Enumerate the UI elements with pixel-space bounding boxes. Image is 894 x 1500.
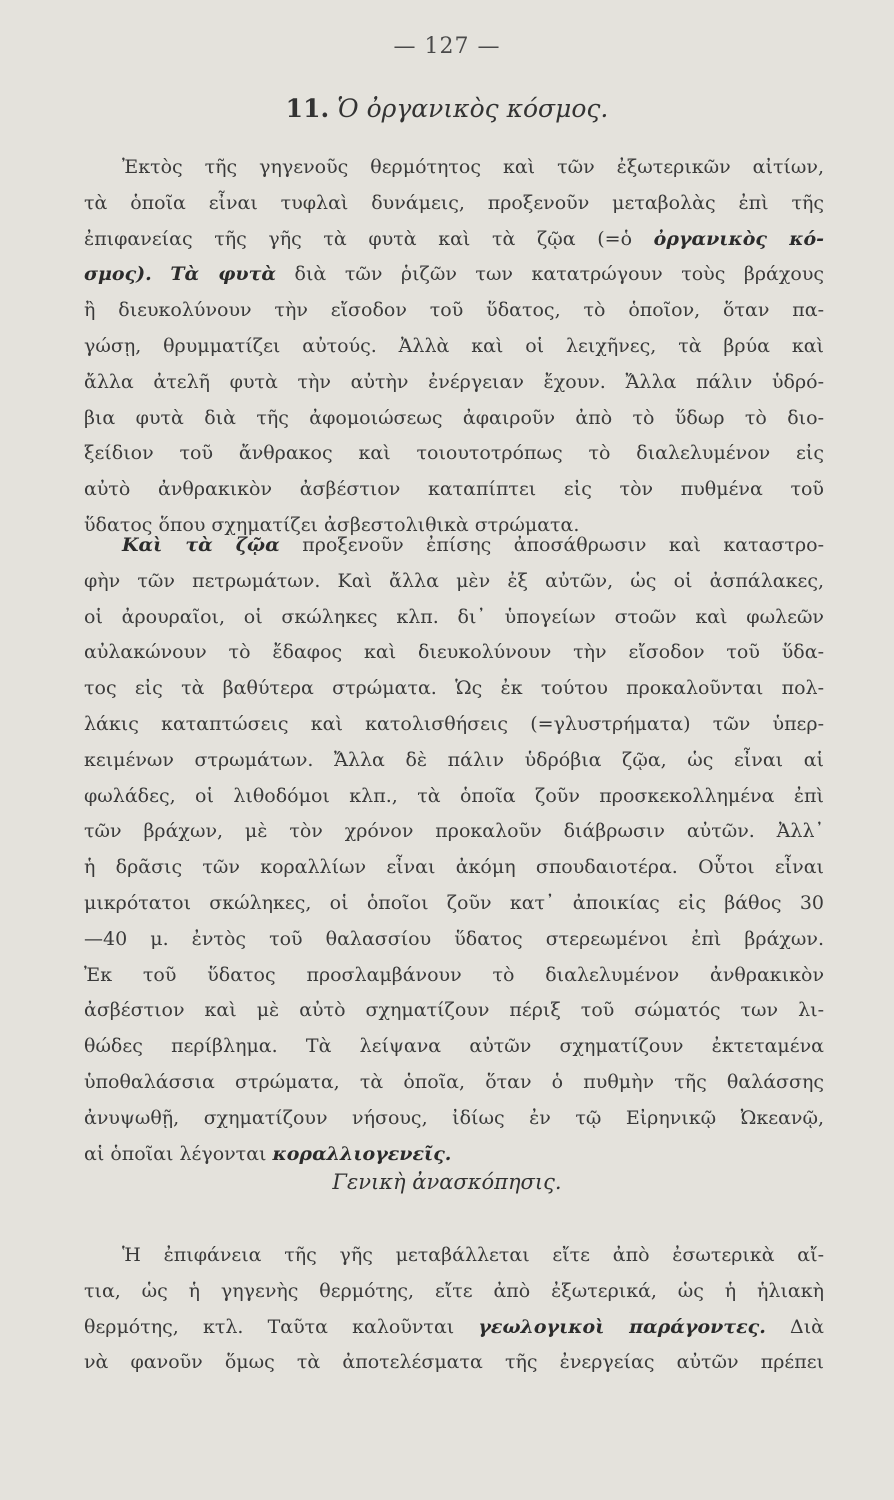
text-line: φωλάδες, οἱ λιθοδόμοι κλπ., τὰ ὁποῖα ζοῦν προσκεκολλημένα ἐπὶ [84,784,824,807]
emphasis-term: γεωλογικοὶ παράγοντες. [478,1315,766,1338]
text-line: ἐπιφανείας τῆς γῆς τὰ φυτὰ καὶ τὰ ζῷα (=ὁ ὀργανικὸς κό- [84,227,824,250]
emphasis-term: ὀργανικὸς κό- [653,227,824,250]
emphasis-term: Τὰ φυτὰ [170,263,276,286]
subheading: Γενικὴ ἀνασκόπησις. [332,1170,562,1194]
paragraph-3 [84,1238,824,1381]
text-line: αἱ ὁποῖαι λέγονται κοραλλιογενεῖς. [84,1142,452,1165]
text-line: σμος). Τὰ φυτὰ διὰ τῶν ῥιζῶν των κατατρώγουν τοὺς βράχους [84,263,824,286]
text-line: ὕδατος ὅπου σχηματίζει ἀσβεστολιθικὰ στρώματα. [84,513,580,536]
text-line: φὴν τῶν πετρωμάτων. Καὶ ἄλλα μὲν ἐξ αὐτῶν, ὡς οἱ ἀσπάλακες, [84,569,824,592]
text-line: οἱ ἀρουραῖοι, οἱ σκώληκες κλπ. δι᾽ ὑπογείων στοῶν καὶ φωλεῶν [84,605,824,628]
text-line: ἡ δρᾶσις τῶν κοραλλίων εἶναι ἀκόμη σπουδαιοτέρα. Οὗτοι εἶναι [84,856,824,879]
text-line: Καὶ τὰ ζῷα προξενοῦν ἐπίσης ἀποσάθρωσιν καὶ καταστρο- [122,534,824,556]
emphasis-term: κοραλλιογενεῖς. [272,1142,452,1165]
text-line: νὰ φανοῦν ὅμως τὰ ἀποτελέσματα τῆς ἐνεργείας αὐτῶν πρέπει [84,1351,824,1374]
page-number: — 127 — [393,34,501,59]
section-heading [0,94,894,123]
text-line: λάκις καταπτώσεις καὶ κατολισθήσεις (=γλυστρήματα) τῶν ὑπερ- [84,712,824,735]
text-line: μικρότατοι σκώληκες, οἱ ὁποῖοι ζοῦν κατ᾽ ἀποικίας εἰς βάθος 30 [84,891,824,914]
text-line: ὑποθαλάσσια στρώματα, τὰ ὁποῖα, ὅταν ὁ πυθμὴν τῆς θαλάσσης [84,1070,824,1093]
text-line: θώδες περίβλημα. Τὰ λείψανα αὐτῶν σχηματίζουν ἐκτεταμένα [84,1035,824,1058]
paragraph-1 [84,150,824,544]
text-line: κειμένων στρωμάτων. Ἄλλα δὲ πάλιν ὑδρόβια ζῷα, ὡς εἶναι αἱ [84,748,824,771]
text-line: Ἐκ τοῦ ὕδατος προσλαμβάνουν τὸ διαλελυμένον ἀνθρακικὸν [84,963,824,986]
text-line: —40 μ. ἐντὸς τοῦ θαλασσίου ὕδατος στερεωμένοι ἐπὶ βράχων. [84,927,824,950]
emphasis-term: Καὶ τὰ ζῷα [122,534,280,556]
text-line: θερμότης, κτλ. Ταῦτα καλοῦνται γεωλογικοὶ παράγοντες. Διὰ [84,1315,824,1338]
text-line: ἀνυψωθῇ, σχηματίζουν νήσους, ἰδίως ἐν τῷ Εἰρηνικῷ Ὠκεανῷ, [84,1106,824,1129]
text-line: τια, ὡς ἡ γηγενὴς θερμότης, εἴτε ἀπὸ ἐξωτερικά, ὡς ἡ ἡλιακὴ [84,1279,824,1302]
text-line: τος εἰς τὰ βαθύτερα στρώματα. Ὡς ἐκ τούτου προκαλοῦνται πολ- [84,677,824,700]
text-line: αὐλακώνουν τὸ ἔδαφος καὶ διευκολύνουν τὴν εἴσοδον τοῦ ὕδα- [84,641,824,664]
text-line: τῶν βράχων, μὲ τὸν χρόνον προκαλοῦν διάβρωσιν αὐτῶν. Ἀλλ᾽ [84,820,824,843]
text-line: ἄλλα ἀτελῆ φυτὰ τὴν αὐτὴν ἐνέργειαν ἔχουν. Ἄλλα πάλιν ὑδρό- [84,370,824,393]
text-line: γώσῃ, θρυμματίζει αὐτούς. Ἀλλὰ καὶ οἱ λειχῆνες, τὰ βρύα καὶ [84,334,824,357]
section-number: 11. [285,94,330,123]
text-line: ἢ διευκολύνουν τὴν εἴσοδον τοῦ ὕδατος, τὸ ὁποῖον, ὅταν πα- [84,299,824,322]
text-line: ἀσβέστιον καὶ μὲ αὐτὸ σχηματίζουν πέριξ τοῦ σώματός των λι- [84,999,824,1022]
text-line: Ἐκτὸς τῆς γηγενοῦς θερμότητος καὶ τῶν ἐξωτερικῶν αἰτίων, [122,156,824,178]
text-line: ξείδιον τοῦ ἄνθρακος καὶ τοιουτοτρόπως τὸ διαλελυμένον εἰς [84,442,824,465]
paragraph-2 [84,528,824,1172]
text-line: Ἡ ἐπιφάνεια τῆς γῆς μεταβάλλεται εἴτε ἀπὸ ἐσωτερικὰ αἴ- [122,1244,824,1266]
text-line: τὰ ὁποῖα εἶναι τυφλαὶ δυνάμεις, προξενοῦν μεταβολὰς ἐπὶ τῆς [84,191,824,214]
text-line: αὐτὸ ἀνθρακικὸν ἀσβέστιον καταπίπτει εἰς τὸν πυθμένα τοῦ [84,478,824,501]
section-title: Ὁ ὀργανικὸς κόσμος. [337,94,609,123]
text-line: βια φυτὰ διὰ τῆς ἀφομοιώσεως ἀφαιροῦν ἀπὸ τὸ ὕδωρ τὸ διο- [84,406,824,429]
